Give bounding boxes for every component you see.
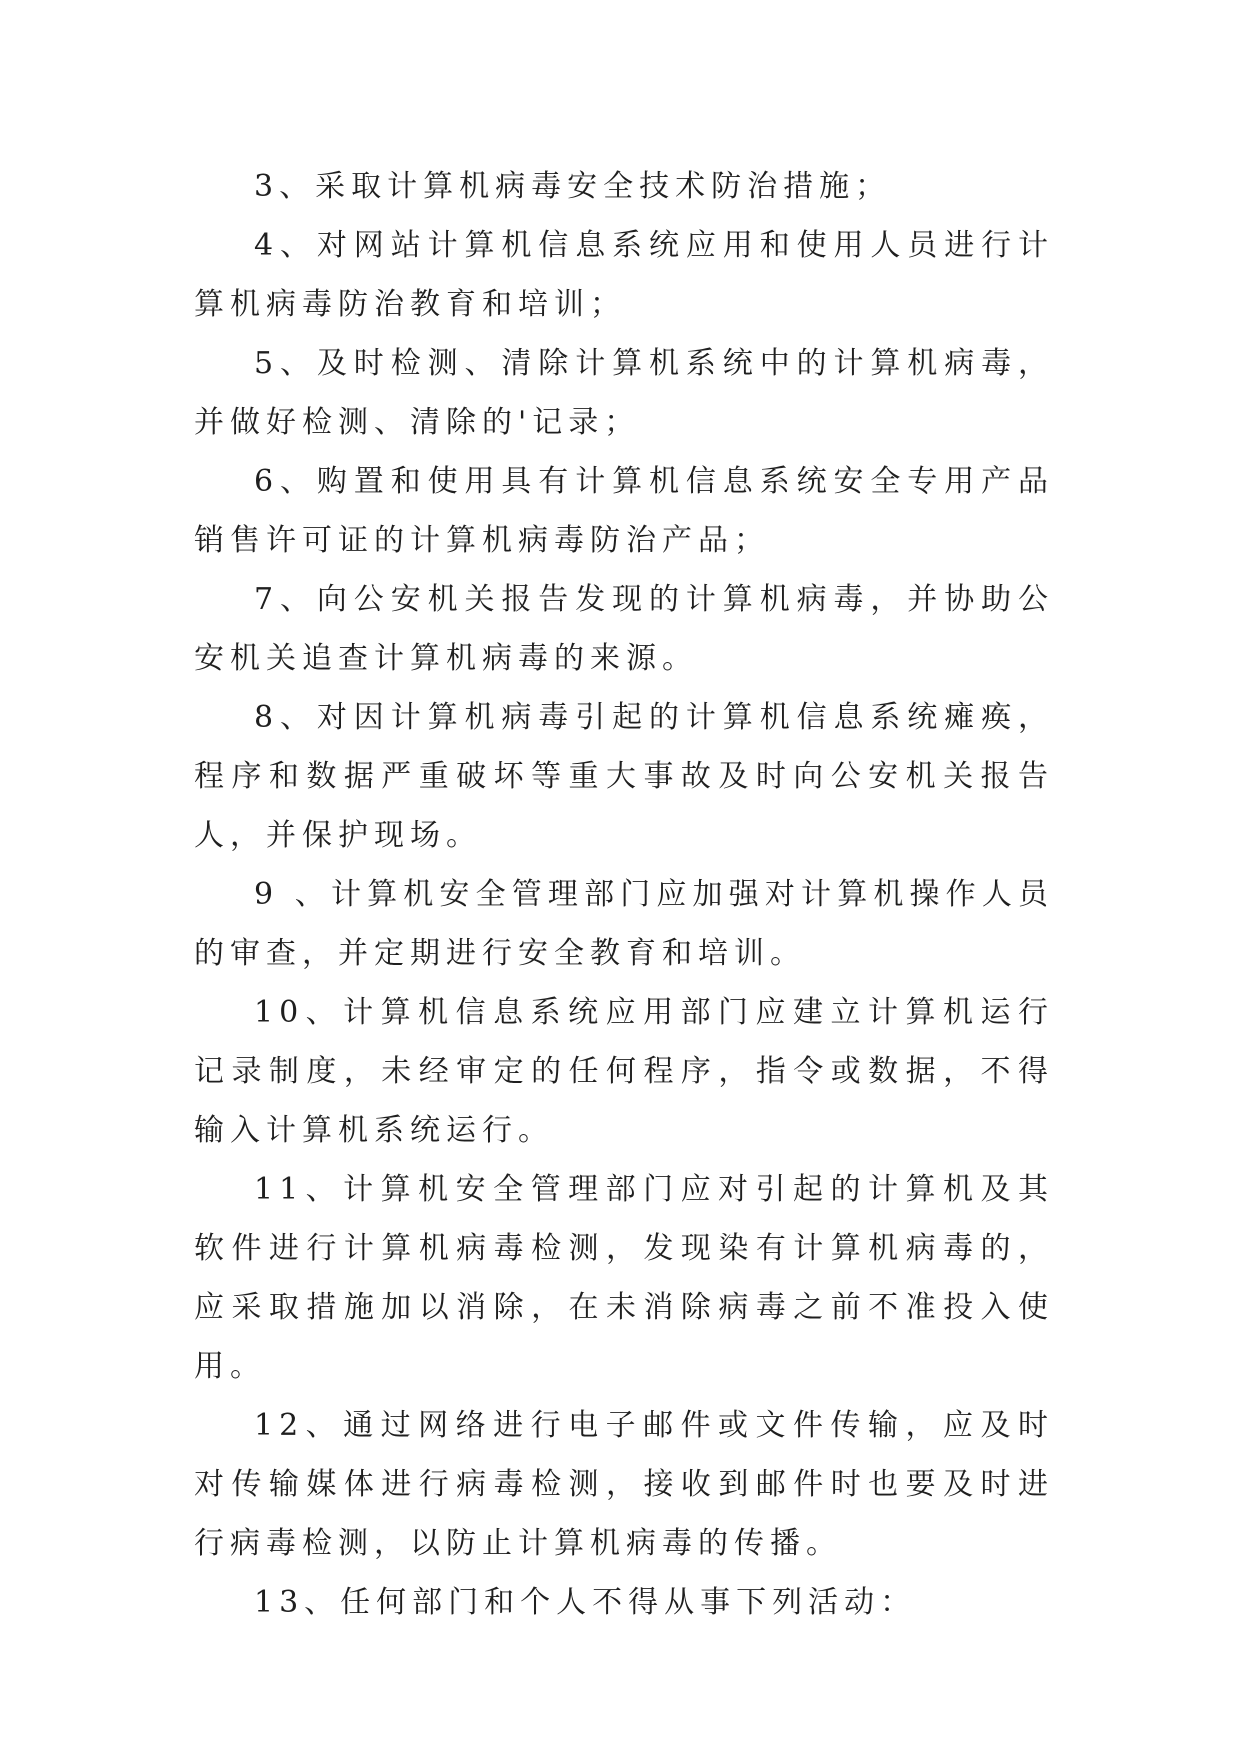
- paragraph-item-5: 5、及时检测、清除计算机系统中的计算机病毒，并做好检测、清除的'记录；: [194, 346, 1054, 440]
- paragraph-item-11: 11、计算机安全管理部门应对引起的计算机及其软件进行计算机病毒检测，发现染有计算机病毒的，应采取措施加以消除，在未消除病毒之前不准投入使用。: [194, 1172, 1054, 1384]
- paragraph-item-6: 6、购置和使用具有计算机信息系统安全专用产品销售许可证的计算机病毒防治产品；: [194, 464, 1054, 558]
- paragraph-item-8: 8、对因计算机病毒引起的计算机信息系统瘫痪，程序和数据严重破坏等重大事故及时向公安机关报告人，并保护现场。: [194, 700, 1054, 853]
- paragraph-item-10: 10、计算机信息系统应用部门应建立计算机运行记录制度，未经审定的任何程序，指令或数据，不得输入计算机系统运行。: [194, 995, 1054, 1148]
- paragraph-item-3: 3、采取计算机病毒安全技术防治措施；: [254, 169, 892, 204]
- document-body: [194, 157, 1054, 1632]
- paragraph-item-9: 9 、计算机安全管理部门应加强对计算机操作人员的审查，并定期进行安全教育和培训。: [194, 877, 1054, 971]
- paragraph-item-4: 4、对网站计算机信息系统应用和使用人员进行计算机病毒防治教育和培训；: [194, 228, 1054, 322]
- paragraph-item-12: 12、通过网络进行电子邮件或文件传输，应及时对传输媒体进行病毒检测，接收到邮件时也要及时进行病毒检测，以防止计算机病毒的传播。: [194, 1408, 1054, 1561]
- paragraph-item-13: 13、任何部门和个人不得从事下列活动：: [254, 1585, 917, 1620]
- paragraph-item-7: 7、向公安机关报告发现的计算机病毒，并协助公安机关追查计算机病毒的来源。: [194, 582, 1054, 676]
